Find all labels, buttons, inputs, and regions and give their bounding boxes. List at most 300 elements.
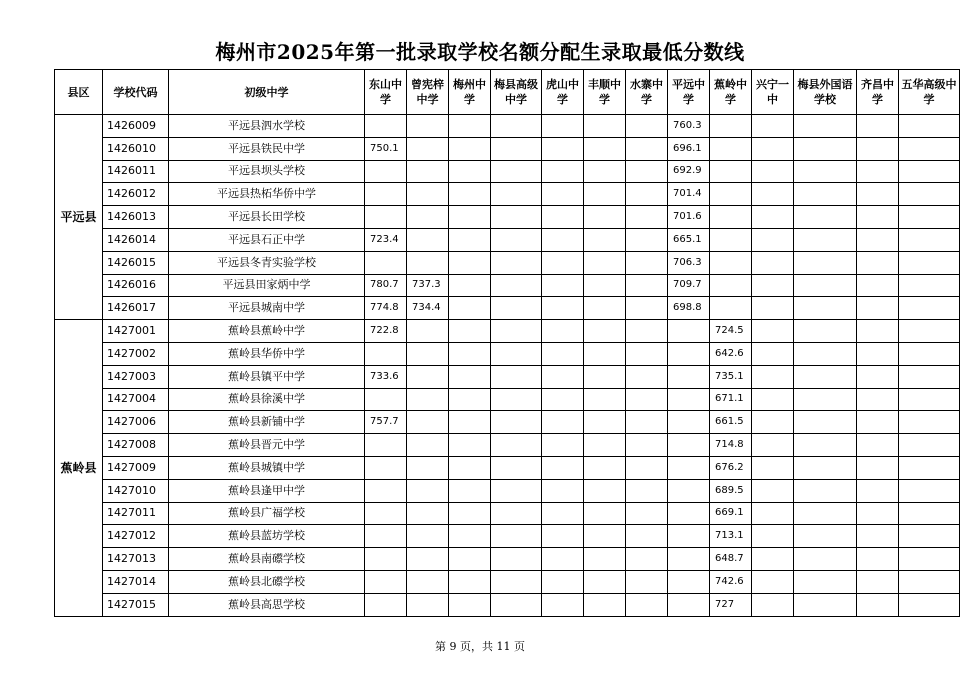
- score-cell: [449, 183, 491, 206]
- score-cell: [857, 115, 899, 138]
- score-cell: [668, 342, 710, 365]
- score-cell: [449, 411, 491, 434]
- score-cell: [794, 160, 857, 183]
- score-cell: 722.8: [365, 320, 407, 343]
- score-cell: [794, 206, 857, 229]
- score-cell: [365, 548, 407, 571]
- score-cell: [365, 434, 407, 457]
- score-cell: [668, 456, 710, 479]
- score-cell: [710, 160, 752, 183]
- score-cell: [899, 274, 960, 297]
- table-row: [55, 411, 960, 434]
- score-cell: [542, 593, 584, 616]
- score-cell: [668, 548, 710, 571]
- school-code-cell: 1427013: [103, 548, 169, 571]
- score-cell: [857, 593, 899, 616]
- score-cell: [407, 388, 449, 411]
- score-cell: [626, 479, 668, 502]
- score-cell: [794, 115, 857, 138]
- score-cell: [794, 456, 857, 479]
- score-cell: [584, 388, 626, 411]
- school-code-cell: 1426016: [103, 274, 169, 297]
- score-cell: [857, 456, 899, 479]
- school-code-cell: 1426013: [103, 206, 169, 229]
- score-cell: [407, 525, 449, 548]
- junior-school-cell: 蕉岭县晋元中学: [169, 434, 365, 457]
- score-cell: [668, 593, 710, 616]
- score-cell: [449, 206, 491, 229]
- header-school: 兴宁一中: [752, 70, 794, 115]
- school-code-cell: 1427015: [103, 593, 169, 616]
- score-cell: [668, 502, 710, 525]
- score-cell: 714.8: [710, 434, 752, 457]
- school-code-cell: 1427006: [103, 411, 169, 434]
- score-cell: [752, 115, 794, 138]
- score-cell: 701.6: [668, 206, 710, 229]
- score-cell: [857, 320, 899, 343]
- score-cell: [542, 388, 584, 411]
- score-cell: [626, 570, 668, 593]
- score-cell: [710, 206, 752, 229]
- score-cell: [542, 525, 584, 548]
- score-cell: [794, 570, 857, 593]
- junior-school-cell: 蕉岭县北礤学校: [169, 570, 365, 593]
- score-cell: [899, 365, 960, 388]
- score-cell: [752, 160, 794, 183]
- score-cell: 696.1: [668, 137, 710, 160]
- score-cell: [365, 388, 407, 411]
- score-cell: [407, 434, 449, 457]
- page-footer: 第 9 页，共 11 页: [435, 640, 525, 653]
- score-cell: [752, 411, 794, 434]
- school-code-cell: 1426014: [103, 228, 169, 251]
- table-row: [55, 456, 960, 479]
- score-cell: [752, 183, 794, 206]
- score-cell: [584, 434, 626, 457]
- score-cell: [752, 137, 794, 160]
- score-cell: [491, 593, 542, 616]
- score-cell: 676.2: [710, 456, 752, 479]
- junior-school-cell: 蕉岭县镇平中学: [169, 365, 365, 388]
- score-cell: [542, 548, 584, 571]
- school-code-cell: 1426009: [103, 115, 169, 138]
- score-cell: [794, 320, 857, 343]
- score-cell: [899, 297, 960, 320]
- junior-school-cell: 平远县铁民中学: [169, 137, 365, 160]
- score-cell: [407, 251, 449, 274]
- junior-school-cell: 蕉岭县南礤学校: [169, 548, 365, 571]
- score-cell: [449, 365, 491, 388]
- score-cell: [794, 342, 857, 365]
- table-row: [55, 320, 960, 343]
- score-cell: [449, 456, 491, 479]
- table-row: [55, 479, 960, 502]
- table-row: [55, 434, 960, 457]
- score-cell: [710, 183, 752, 206]
- score-cell: 689.5: [710, 479, 752, 502]
- score-cell: [584, 342, 626, 365]
- junior-school-cell: 平远县冬青实验学校: [169, 251, 365, 274]
- score-cell: [491, 388, 542, 411]
- header-school: 东山中学: [365, 70, 407, 115]
- score-cell: [794, 593, 857, 616]
- score-cell: [899, 479, 960, 502]
- score-cell: [857, 548, 899, 571]
- score-cell: 665.1: [668, 228, 710, 251]
- score-cell: [626, 206, 668, 229]
- score-cell: [752, 206, 794, 229]
- score-cell: 733.6: [365, 365, 407, 388]
- score-cell: [449, 342, 491, 365]
- junior-school-cell: 平远县田家炳中学: [169, 274, 365, 297]
- school-code-cell: 1427002: [103, 342, 169, 365]
- score-cell: [365, 115, 407, 138]
- score-cell: [794, 479, 857, 502]
- score-cell: [626, 137, 668, 160]
- score-cell: [491, 228, 542, 251]
- score-cell: [407, 365, 449, 388]
- score-cell: [899, 593, 960, 616]
- score-cell: [449, 115, 491, 138]
- junior-school-cell: 平远县城南中学: [169, 297, 365, 320]
- score-cell: [899, 525, 960, 548]
- score-cell: [584, 228, 626, 251]
- score-cell: [857, 411, 899, 434]
- score-cell: [407, 115, 449, 138]
- score-cell: [794, 251, 857, 274]
- score-cell: [899, 206, 960, 229]
- junior-school-cell: 蕉岭县新铺中学: [169, 411, 365, 434]
- score-cell: [407, 570, 449, 593]
- table-row: [55, 251, 960, 274]
- score-cell: [491, 570, 542, 593]
- score-cell: [626, 320, 668, 343]
- table-row: [55, 228, 960, 251]
- header-school: 蕉岭中学: [710, 70, 752, 115]
- score-cell: [752, 434, 794, 457]
- score-table: [54, 69, 960, 617]
- score-cell: [626, 274, 668, 297]
- score-cell: [449, 388, 491, 411]
- score-cell: [626, 525, 668, 548]
- table-row: [55, 593, 960, 616]
- score-cell: [857, 206, 899, 229]
- score-cell: [449, 525, 491, 548]
- score-cell: [899, 342, 960, 365]
- score-cell: [899, 411, 960, 434]
- score-cell: [542, 342, 584, 365]
- score-cell: 709.7: [668, 274, 710, 297]
- score-cell: 737.3: [407, 274, 449, 297]
- school-code-cell: 1427003: [103, 365, 169, 388]
- score-cell: [626, 183, 668, 206]
- score-cell: [449, 274, 491, 297]
- score-cell: [794, 502, 857, 525]
- score-cell: [752, 320, 794, 343]
- score-cell: [491, 160, 542, 183]
- junior-school-cell: 蕉岭县城镇中学: [169, 456, 365, 479]
- score-cell: [710, 274, 752, 297]
- header-school: 齐昌中学: [857, 70, 899, 115]
- score-cell: [584, 479, 626, 502]
- score-cell: [626, 160, 668, 183]
- region-cell: 平远县: [55, 115, 103, 320]
- score-cell: [899, 502, 960, 525]
- score-cell: [407, 206, 449, 229]
- score-cell: [899, 137, 960, 160]
- score-cell: [857, 342, 899, 365]
- score-cell: [857, 160, 899, 183]
- score-cell: [449, 251, 491, 274]
- header-school: 丰顺中学: [584, 70, 626, 115]
- score-cell: [407, 502, 449, 525]
- score-cell: [365, 479, 407, 502]
- header-school: 五华高级中学: [899, 70, 960, 115]
- table-row: [55, 160, 960, 183]
- school-code-cell: 1427010: [103, 479, 169, 502]
- score-cell: [542, 434, 584, 457]
- junior-school-cell: 蕉岭县高思学校: [169, 593, 365, 616]
- school-code-cell: 1427012: [103, 525, 169, 548]
- score-cell: [752, 502, 794, 525]
- score-cell: [857, 570, 899, 593]
- score-cell: 724.5: [710, 320, 752, 343]
- score-cell: [491, 206, 542, 229]
- score-cell: [626, 388, 668, 411]
- score-cell: 742.6: [710, 570, 752, 593]
- score-cell: 706.3: [668, 251, 710, 274]
- score-cell: [365, 570, 407, 593]
- score-cell: [491, 525, 542, 548]
- score-cell: [407, 183, 449, 206]
- score-cell: [542, 251, 584, 274]
- school-code-cell: 1426012: [103, 183, 169, 206]
- score-cell: [584, 502, 626, 525]
- header-school: 梅州中学: [449, 70, 491, 115]
- score-cell: [542, 274, 584, 297]
- score-cell: [857, 137, 899, 160]
- score-cell: 661.5: [710, 411, 752, 434]
- score-cell: 698.8: [668, 297, 710, 320]
- school-code-cell: 1426017: [103, 297, 169, 320]
- score-cell: [584, 456, 626, 479]
- score-cell: [752, 593, 794, 616]
- header-region: 县区: [55, 70, 103, 115]
- score-cell: [668, 570, 710, 593]
- score-cell: [857, 274, 899, 297]
- score-cell: [626, 115, 668, 138]
- score-cell: [710, 115, 752, 138]
- score-cell: [449, 297, 491, 320]
- score-cell: [491, 411, 542, 434]
- header-code: 学校代码: [103, 70, 169, 115]
- score-cell: [668, 479, 710, 502]
- score-cell: [857, 365, 899, 388]
- score-cell: [491, 297, 542, 320]
- score-cell: [449, 228, 491, 251]
- school-code-cell: 1427001: [103, 320, 169, 343]
- score-cell: [668, 365, 710, 388]
- score-cell: [491, 502, 542, 525]
- score-cell: [752, 251, 794, 274]
- score-cell: [626, 456, 668, 479]
- junior-school-cell: 蕉岭县蓝坊学校: [169, 525, 365, 548]
- score-cell: [668, 411, 710, 434]
- score-cell: [407, 137, 449, 160]
- score-cell: [857, 228, 899, 251]
- score-cell: [710, 297, 752, 320]
- score-cell: [449, 434, 491, 457]
- score-cell: [449, 502, 491, 525]
- page-title: 梅州市2025年第一批录取学校名额分配生录取最低分数线: [215, 40, 745, 64]
- score-cell: [668, 320, 710, 343]
- table-row: [55, 274, 960, 297]
- score-cell: [626, 548, 668, 571]
- table-row: [55, 365, 960, 388]
- score-cell: 723.4: [365, 228, 407, 251]
- score-cell: [365, 183, 407, 206]
- score-cell: [584, 548, 626, 571]
- score-cell: [407, 160, 449, 183]
- score-cell: [542, 570, 584, 593]
- score-cell: [491, 137, 542, 160]
- score-cell: [449, 137, 491, 160]
- score-cell: [752, 570, 794, 593]
- score-cell: [449, 548, 491, 571]
- score-cell: [491, 115, 542, 138]
- score-cell: [626, 365, 668, 388]
- header-school: 水寨中学: [626, 70, 668, 115]
- score-cell: 757.7: [365, 411, 407, 434]
- table-row: [55, 525, 960, 548]
- score-cell: [626, 434, 668, 457]
- score-cell: [626, 251, 668, 274]
- score-cell: [899, 228, 960, 251]
- header-school: 梅县高级中学: [491, 70, 542, 115]
- score-cell: [857, 251, 899, 274]
- score-cell: [542, 206, 584, 229]
- junior-school-cell: 平远县泗水学校: [169, 115, 365, 138]
- score-cell: [710, 251, 752, 274]
- score-cell: [365, 593, 407, 616]
- junior-school-cell: 平远县热柘华侨中学: [169, 183, 365, 206]
- header-school: 平远中学: [668, 70, 710, 115]
- score-cell: [710, 137, 752, 160]
- header-school: 曾宪梓中学: [407, 70, 449, 115]
- score-cell: [752, 388, 794, 411]
- score-cell: [794, 183, 857, 206]
- table-row: [55, 115, 960, 138]
- region-cell: 蕉岭县: [55, 320, 103, 616]
- score-cell: [752, 365, 794, 388]
- score-cell: [407, 548, 449, 571]
- table-body: [55, 115, 960, 617]
- table-row: [55, 342, 960, 365]
- score-cell: [752, 297, 794, 320]
- score-cell: [365, 502, 407, 525]
- score-cell: [857, 525, 899, 548]
- score-cell: [857, 183, 899, 206]
- junior-school-cell: 平远县长田学校: [169, 206, 365, 229]
- score-cell: [542, 137, 584, 160]
- score-cell: [899, 160, 960, 183]
- score-cell: [899, 388, 960, 411]
- junior-school-cell: 蕉岭县蕉岭中学: [169, 320, 365, 343]
- score-cell: [857, 297, 899, 320]
- score-cell: [584, 525, 626, 548]
- score-cell: [491, 434, 542, 457]
- score-cell: [449, 479, 491, 502]
- score-cell: [584, 183, 626, 206]
- score-cell: [626, 593, 668, 616]
- score-cell: [491, 365, 542, 388]
- header-row: [55, 70, 960, 115]
- score-cell: [542, 115, 584, 138]
- score-cell: [584, 570, 626, 593]
- score-cell: [899, 434, 960, 457]
- header-school: 虎山中学: [542, 70, 584, 115]
- score-cell: [899, 570, 960, 593]
- score-cell: 648.7: [710, 548, 752, 571]
- score-cell: [584, 593, 626, 616]
- score-cell: [365, 160, 407, 183]
- school-code-cell: 1427008: [103, 434, 169, 457]
- score-cell: [899, 115, 960, 138]
- score-cell: 750.1: [365, 137, 407, 160]
- score-cell: [407, 411, 449, 434]
- score-cell: [752, 274, 794, 297]
- score-cell: [584, 137, 626, 160]
- score-cell: 774.8: [365, 297, 407, 320]
- score-cell: [752, 525, 794, 548]
- score-cell: [794, 411, 857, 434]
- score-cell: [857, 388, 899, 411]
- score-cell: [584, 411, 626, 434]
- score-cell: [899, 548, 960, 571]
- score-cell: [491, 548, 542, 571]
- score-cell: [491, 479, 542, 502]
- score-cell: [407, 342, 449, 365]
- score-cell: [584, 274, 626, 297]
- score-cell: [710, 228, 752, 251]
- score-cell: [542, 502, 584, 525]
- score-cell: [542, 479, 584, 502]
- score-cell: [899, 320, 960, 343]
- score-cell: [407, 456, 449, 479]
- score-cell: [542, 365, 584, 388]
- score-cell: [542, 228, 584, 251]
- score-cell: [752, 479, 794, 502]
- score-cell: [584, 115, 626, 138]
- score-cell: [365, 456, 407, 479]
- table-row: [55, 570, 960, 593]
- score-cell: [365, 342, 407, 365]
- score-cell: [626, 297, 668, 320]
- score-cell: 727: [710, 593, 752, 616]
- score-cell: [584, 320, 626, 343]
- score-cell: [407, 228, 449, 251]
- score-cell: [491, 251, 542, 274]
- score-cell: [668, 388, 710, 411]
- score-cell: 760.3: [668, 115, 710, 138]
- score-cell: [626, 228, 668, 251]
- score-cell: [542, 160, 584, 183]
- score-cell: [899, 456, 960, 479]
- table-row: [55, 388, 960, 411]
- score-cell: [794, 388, 857, 411]
- table-row: [55, 297, 960, 320]
- score-cell: [752, 342, 794, 365]
